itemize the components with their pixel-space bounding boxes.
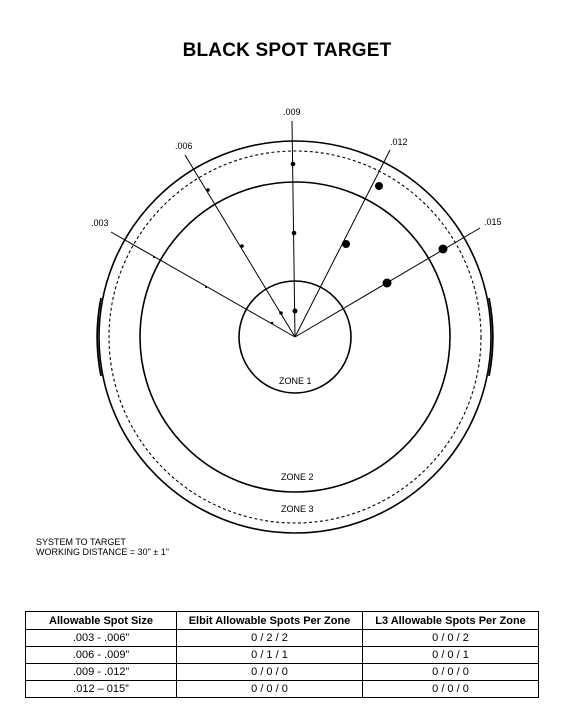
spot-003-c bbox=[271, 322, 274, 325]
spot-012-b bbox=[342, 240, 350, 248]
table-cell: 0 / 0 / 0 bbox=[363, 681, 539, 698]
column-header: L3 Allowable Spots Per Zone bbox=[363, 612, 539, 630]
note-line-1: SYSTEM TO TARGET bbox=[36, 537, 126, 547]
spot-label-009: .009 bbox=[283, 107, 301, 117]
spot-006-b bbox=[240, 244, 244, 248]
table-row bbox=[26, 681, 539, 698]
spot-006-a bbox=[206, 188, 210, 192]
zone-2-label: ZONE 2 bbox=[281, 472, 314, 482]
spot-006-c bbox=[279, 311, 283, 315]
leader-lines bbox=[111, 121, 480, 337]
page-title: BLACK SPOT TARGET bbox=[182, 40, 392, 61]
column-header: Allowable Spot Size bbox=[26, 612, 177, 630]
column-header: Elbit Allowable Spots Per Zone bbox=[177, 612, 363, 630]
spot-009-a bbox=[291, 162, 296, 167]
table-cell: 0 / 0 / 0 bbox=[177, 681, 363, 698]
spot-015-a bbox=[439, 245, 448, 254]
table-cell: .006 - .009” bbox=[26, 647, 177, 664]
spot-015-b bbox=[383, 279, 392, 288]
zone-3-label: ZONE 3 bbox=[281, 504, 314, 514]
spot-009-c bbox=[293, 309, 298, 314]
spot-003-a bbox=[153, 256, 155, 258]
table-cell: .009 - .012” bbox=[26, 664, 177, 681]
table-row bbox=[26, 664, 539, 681]
spot-label-003: .003 bbox=[91, 218, 109, 228]
table-cell: .003 - .006” bbox=[26, 630, 177, 647]
table-header-row bbox=[26, 612, 539, 630]
spot-009-b bbox=[292, 231, 297, 236]
leader-line-003 bbox=[111, 232, 295, 337]
table-cell: 0 / 0 / 0 bbox=[363, 664, 539, 681]
table-cell: .012 – 015” bbox=[26, 681, 177, 698]
table-cell: 0 / 2 / 2 bbox=[177, 630, 363, 647]
table-cell: 0 / 0 / 0 bbox=[177, 664, 363, 681]
table-row bbox=[26, 630, 539, 647]
note-line-2: WORKING DISTANCE = 30" ± 1" bbox=[36, 547, 169, 557]
spot-label-015: .015 bbox=[484, 217, 502, 227]
table-row bbox=[26, 647, 539, 664]
table-cell: 0 / 0 / 2 bbox=[363, 630, 539, 647]
table-cell: 0 / 1 / 1 bbox=[177, 647, 363, 664]
spot-012-a bbox=[375, 182, 383, 190]
spot-003-b bbox=[205, 286, 207, 288]
spot-label-006: .006 bbox=[175, 141, 193, 151]
table-cell: 0 / 0 / 1 bbox=[363, 647, 539, 664]
allowable-spots-table bbox=[25, 611, 539, 698]
spot-label-012: .012 bbox=[390, 137, 408, 147]
zone-1-label: ZONE 1 bbox=[279, 376, 312, 386]
leader-line-009 bbox=[292, 121, 295, 337]
